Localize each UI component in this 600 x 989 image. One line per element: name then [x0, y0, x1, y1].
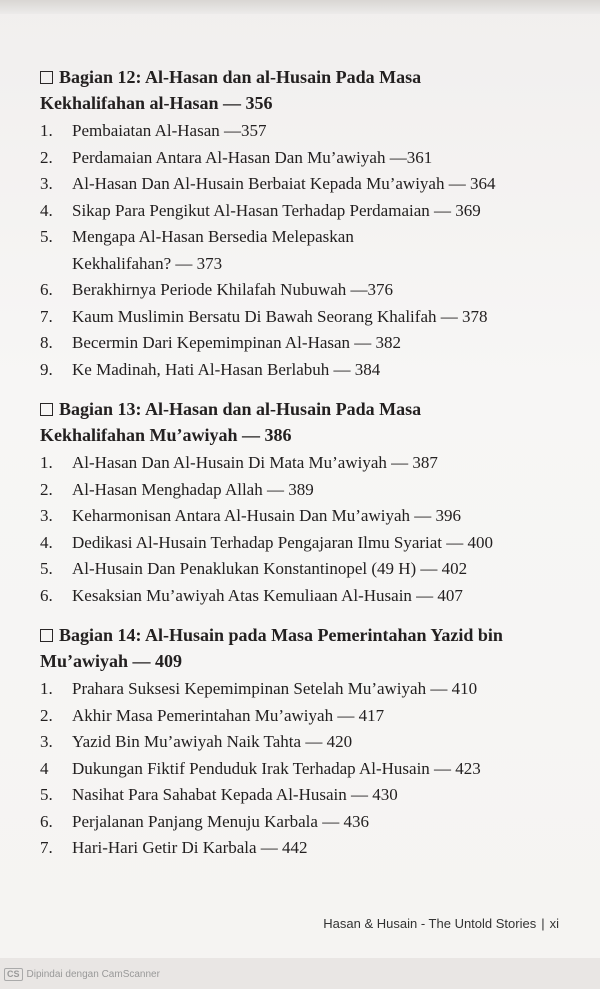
- toc-item: [40, 756, 560, 783]
- section-heading-line2: Mu’awiyah — 409: [40, 651, 183, 671]
- toc-item-number: 4.: [40, 200, 53, 220]
- section-heading: [40, 64, 560, 90]
- toc-item-text: Keharmonisan Antara Al-Husain Dan Mu’awiyah — 396: [72, 506, 462, 525]
- checkbox-icon: [40, 71, 53, 84]
- toc-item: [40, 330, 560, 357]
- toc-item-number: 2.: [40, 147, 53, 167]
- checkbox-icon: [40, 629, 53, 642]
- checkbox-icon: [40, 403, 53, 416]
- toc-item-number: 6.: [40, 811, 53, 831]
- section-heading-line1: Bagian 13: Al-Hasan dan al-Husain Pada Masa: [59, 399, 422, 419]
- toc-item: [40, 450, 560, 477]
- toc-item: [40, 304, 560, 331]
- toc-item-number: 3.: [40, 174, 53, 193]
- toc-item: [40, 277, 560, 304]
- toc-item: [40, 118, 560, 145]
- scanner-watermark: [0, 960, 600, 989]
- toc-item-text-continued: Kekhalifahan? — 373: [72, 253, 223, 273]
- toc-item-text: Berakhirnya Periode Khilafah Nubuwah —376: [72, 280, 394, 299]
- toc-item: [40, 357, 560, 384]
- toc-item-number: 6.: [40, 280, 53, 299]
- footer-book-title: Hasan & Husain - The Untold Stories: [323, 916, 537, 931]
- toc-item-text: Perjalanan Panjang Menuju Karbala — 436: [72, 811, 369, 831]
- toc-item-number: 1.: [40, 679, 53, 698]
- section-heading: [40, 396, 560, 422]
- toc-item-number: 2.: [40, 479, 53, 499]
- toc-item: [40, 503, 560, 530]
- toc-item-number: 6.: [40, 585, 53, 605]
- toc-item-number: 7.: [40, 838, 53, 857]
- section-heading-line2: Kekhalifahan al-Hasan — 356: [40, 93, 273, 113]
- section-bagian-12: [40, 64, 560, 383]
- toc-item-number: 5.: [40, 559, 53, 578]
- toc-item-text: Mengapa Al-Hasan Bersedia Melepaskan: [72, 227, 354, 246]
- toc-item-number: 4.: [40, 532, 53, 552]
- toc-item: [40, 583, 560, 610]
- toc-list: [40, 676, 560, 862]
- toc-list: [40, 450, 560, 609]
- toc-item-number: 4: [40, 758, 49, 778]
- toc-item-text: Al-Hasan Dan Al-Husain Berbaiat Kepada Mu’awiyah — 364: [72, 174, 496, 193]
- toc-item-text: Yazid Bin Mu’awiyah Naik Tahta — 420: [72, 732, 353, 751]
- toc-item: [40, 224, 560, 277]
- toc-item-number: 8.: [40, 333, 53, 352]
- toc-item-number: 1.: [40, 453, 53, 472]
- toc-item-number: 5.: [40, 785, 53, 804]
- toc-item-number: 7.: [40, 306, 53, 326]
- section-bagian-14: [40, 622, 560, 862]
- toc-item-text: Dedikasi Al-Husain Terhadap Pengajaran Ilmu Syariat — 400: [72, 532, 494, 552]
- page-footer: [0, 916, 559, 931]
- toc-item-text: Al-Hasan Dan Al-Husain Di Mata Mu’awiyah — 387: [72, 453, 438, 472]
- toc-item-text: Kaum Muslimin Bersatu Di Bawah Seorang Khalifah — 378: [72, 306, 488, 326]
- toc-item-text: Perdamaian Antara Al-Hasan Dan Mu’awiyah —361: [72, 147, 433, 167]
- toc-item-number: 3.: [40, 506, 53, 525]
- toc-item-number: 1.: [40, 121, 53, 140]
- section-heading-line1: Bagian 12: Al-Hasan dan al-Husain Pada Masa: [59, 67, 422, 87]
- toc-item-number: 9.: [40, 359, 53, 379]
- section-heading: [40, 622, 560, 648]
- toc-item: [40, 703, 560, 730]
- toc-item-text: Dukungan Fiktif Penduduk Irak Terhadap Al-Husain — 423: [72, 758, 481, 778]
- toc-item-text: Sikap Para Pengikut Al-Hasan Terhadap Perdamaian — 369: [72, 200, 481, 220]
- toc-item: [40, 729, 560, 756]
- toc-item: [40, 809, 560, 836]
- toc-item: [40, 198, 560, 225]
- scanner-text: Dipindai dengan CamScanner: [26, 969, 160, 980]
- footer-page-number: xi: [549, 916, 559, 931]
- toc-item-text: Ke Madinah, Hati Al-Hasan Berlabuh — 384: [72, 359, 381, 379]
- toc-item-number: 2.: [40, 705, 53, 725]
- toc-item-number: 5.: [40, 227, 53, 246]
- page-top-edge: [0, 0, 600, 14]
- section-bagian-13: [40, 396, 560, 609]
- toc-list: [40, 118, 560, 383]
- toc-item: [40, 477, 560, 504]
- toc-item-text: Prahara Suksesi Kepemimpinan Setelah Mu’awiyah — 410: [72, 679, 478, 698]
- toc-item: [40, 530, 560, 557]
- toc-item-number: 3.: [40, 732, 53, 751]
- toc-item-text: Akhir Masa Pemerintahan Mu’awiyah — 417: [72, 705, 385, 725]
- toc-item: [40, 171, 560, 198]
- toc-item-text: Al-Hasan Menghadap Allah — 389: [72, 479, 314, 499]
- toc-item-text: Becermin Dari Kepemimpinan Al-Hasan — 382: [72, 333, 402, 352]
- toc-item-text: Al-Husain Dan Penaklukan Konstantinopel (49 H) — 402: [72, 559, 468, 578]
- toc-item: [40, 835, 560, 862]
- toc-item: [40, 676, 560, 703]
- camscanner-logo-icon: CS: [4, 968, 23, 981]
- toc-item: [40, 556, 560, 583]
- section-heading-line2: Kekhalifahan Mu’awiyah — 386: [40, 425, 292, 445]
- toc-item-text: Nasihat Para Sahabat Kepada Al-Husain — 430: [72, 785, 398, 804]
- toc-item-text: Kesaksian Mu’awiyah Atas Kemuliaan Al-Husain — 407: [72, 585, 463, 605]
- toc-item: [40, 145, 560, 172]
- toc-item: [40, 782, 560, 809]
- footer-separator: |: [541, 916, 545, 931]
- toc-item-text: Hari-Hari Getir Di Karbala — 442: [72, 838, 308, 857]
- toc-item-text: Pembaiatan Al-Hasan —357: [72, 121, 267, 140]
- section-heading-line1: Bagian 14: Al-Husain pada Masa Pemerintahan Yazid bin: [59, 625, 503, 645]
